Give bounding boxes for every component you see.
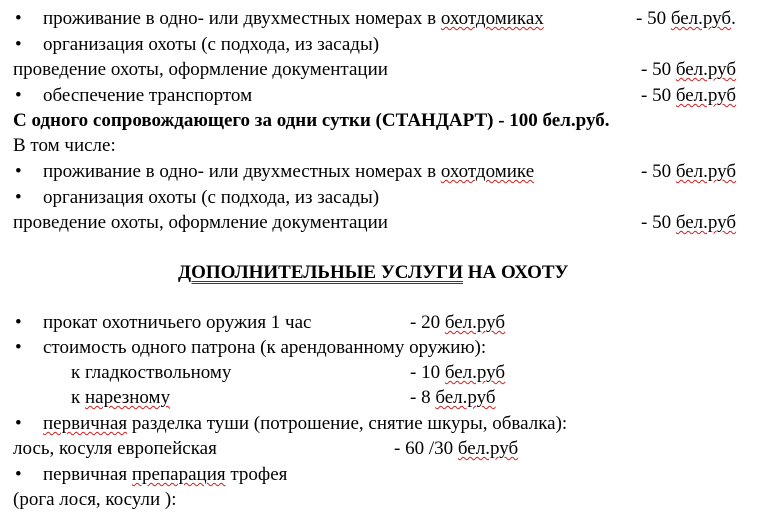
- service-line-transport: [0, 83, 765, 108]
- service-text: проживание в одно- или двухместных номерах в охотдомике: [43, 161, 535, 182]
- service-text: обеспечение транспортом: [43, 85, 253, 106]
- spellcheck-word: нарезному: [84, 387, 171, 408]
- service-line-trophy-preparation: [0, 462, 765, 487]
- bullet-icon: •: [15, 85, 22, 106]
- service-line-hunt-conduct: [0, 57, 765, 82]
- service-text: проведение охоты, оформление документации: [13, 59, 388, 80]
- standard-package-title: С одного сопровождающего за одни сутки (СТАНДАРТ) - 100 бел.руб.: [13, 110, 610, 131]
- service-price: - 8 бел.руб: [410, 387, 496, 408]
- service-text: лось, косуля европейская: [13, 438, 217, 459]
- service-text: проживание в одно- или двухместных номерах в охотдомиках: [43, 8, 544, 29]
- spellcheck-word: первичная: [43, 413, 128, 434]
- service-text: первичная разделка туши (потрошение, снятие шкуры, обвалка):: [43, 413, 568, 434]
- spellcheck-word: охотдомиках: [440, 8, 544, 29]
- service-price: - 50 бел.руб: [641, 59, 737, 80]
- service-text: (рога лося, косули ):: [13, 489, 177, 510]
- spellcheck-word: бел.руб: [675, 212, 737, 233]
- service-text: стоимость одного патрона (к арендованному оружию):: [43, 337, 487, 358]
- spellcheck-word: бел.руб: [675, 85, 737, 106]
- service-line-cartridge-cost: [0, 335, 765, 360]
- service-text: прокат охотничьего оружия 1 час: [43, 312, 312, 333]
- bullet-icon: •: [15, 34, 22, 55]
- spellcheck-word: препарация: [131, 464, 226, 485]
- service-text: к гладкоствольному: [71, 362, 232, 383]
- spellcheck-word: охотдомике: [440, 161, 535, 182]
- spellcheck-word: бел.руб: [457, 438, 519, 459]
- bullet-icon: •: [15, 312, 22, 333]
- service-text: организация охоты (с подхода, из засады): [43, 34, 380, 55]
- bullet-icon: •: [15, 8, 22, 29]
- spellcheck-word: бел.руб: [670, 8, 732, 29]
- service-line-rifled: [0, 385, 765, 410]
- bullet-icon: •: [15, 187, 22, 208]
- service-line-hunt-organization: [0, 32, 765, 57]
- service-price: - 50 бел.руб: [641, 85, 737, 106]
- service-price: - 20 бел.руб: [410, 312, 506, 333]
- service-line-smoothbore: [0, 360, 765, 385]
- heading-underlined: ДОПОЛНИТЕЛЬНЫЕ УСЛУГИ: [178, 262, 464, 283]
- service-price: - 60 /30 бел.руб: [394, 438, 519, 459]
- service-line-elk-roe-deer: [0, 436, 765, 461]
- service-price: - 10 бел.руб: [410, 362, 506, 383]
- service-line-hunt-conduct: [0, 210, 765, 235]
- bullet-icon: •: [15, 161, 22, 182]
- service-text: проведение охоты, оформление документации: [13, 212, 388, 233]
- service-line-accommodation: [0, 159, 765, 184]
- including-label: В том числе:: [13, 135, 116, 156]
- bullet-icon: •: [15, 337, 22, 358]
- service-price: - 50 бел.руб: [641, 161, 737, 182]
- service-price: - 50 бел.руб.: [636, 8, 736, 29]
- service-line-weapon-rental: [0, 310, 765, 335]
- service-text: к нарезному: [71, 387, 171, 408]
- spellcheck-word: бел.руб: [444, 362, 506, 383]
- spellcheck-word: бел.руб: [675, 161, 737, 182]
- service-text: организация охоты (с подхода, из засады): [43, 187, 380, 208]
- spellcheck-word: бел.руб: [675, 59, 737, 80]
- additional-services-heading: ДОПОЛНИТЕЛЬНЫЕ УСЛУГИ НА ОХОТУ: [178, 262, 569, 283]
- service-line-accommodation: [0, 6, 765, 31]
- bullet-icon: •: [15, 464, 22, 485]
- bullet-icon: •: [15, 413, 22, 434]
- service-price: - 50 бел.руб: [641, 212, 737, 233]
- service-line-hunt-organization: [0, 185, 765, 210]
- spellcheck-word: бел.руб: [444, 312, 506, 333]
- spellcheck-word: бел.руб: [435, 387, 496, 408]
- service-text: первичная препарация трофея: [43, 464, 288, 485]
- service-line-carcass-processing: [0, 411, 765, 436]
